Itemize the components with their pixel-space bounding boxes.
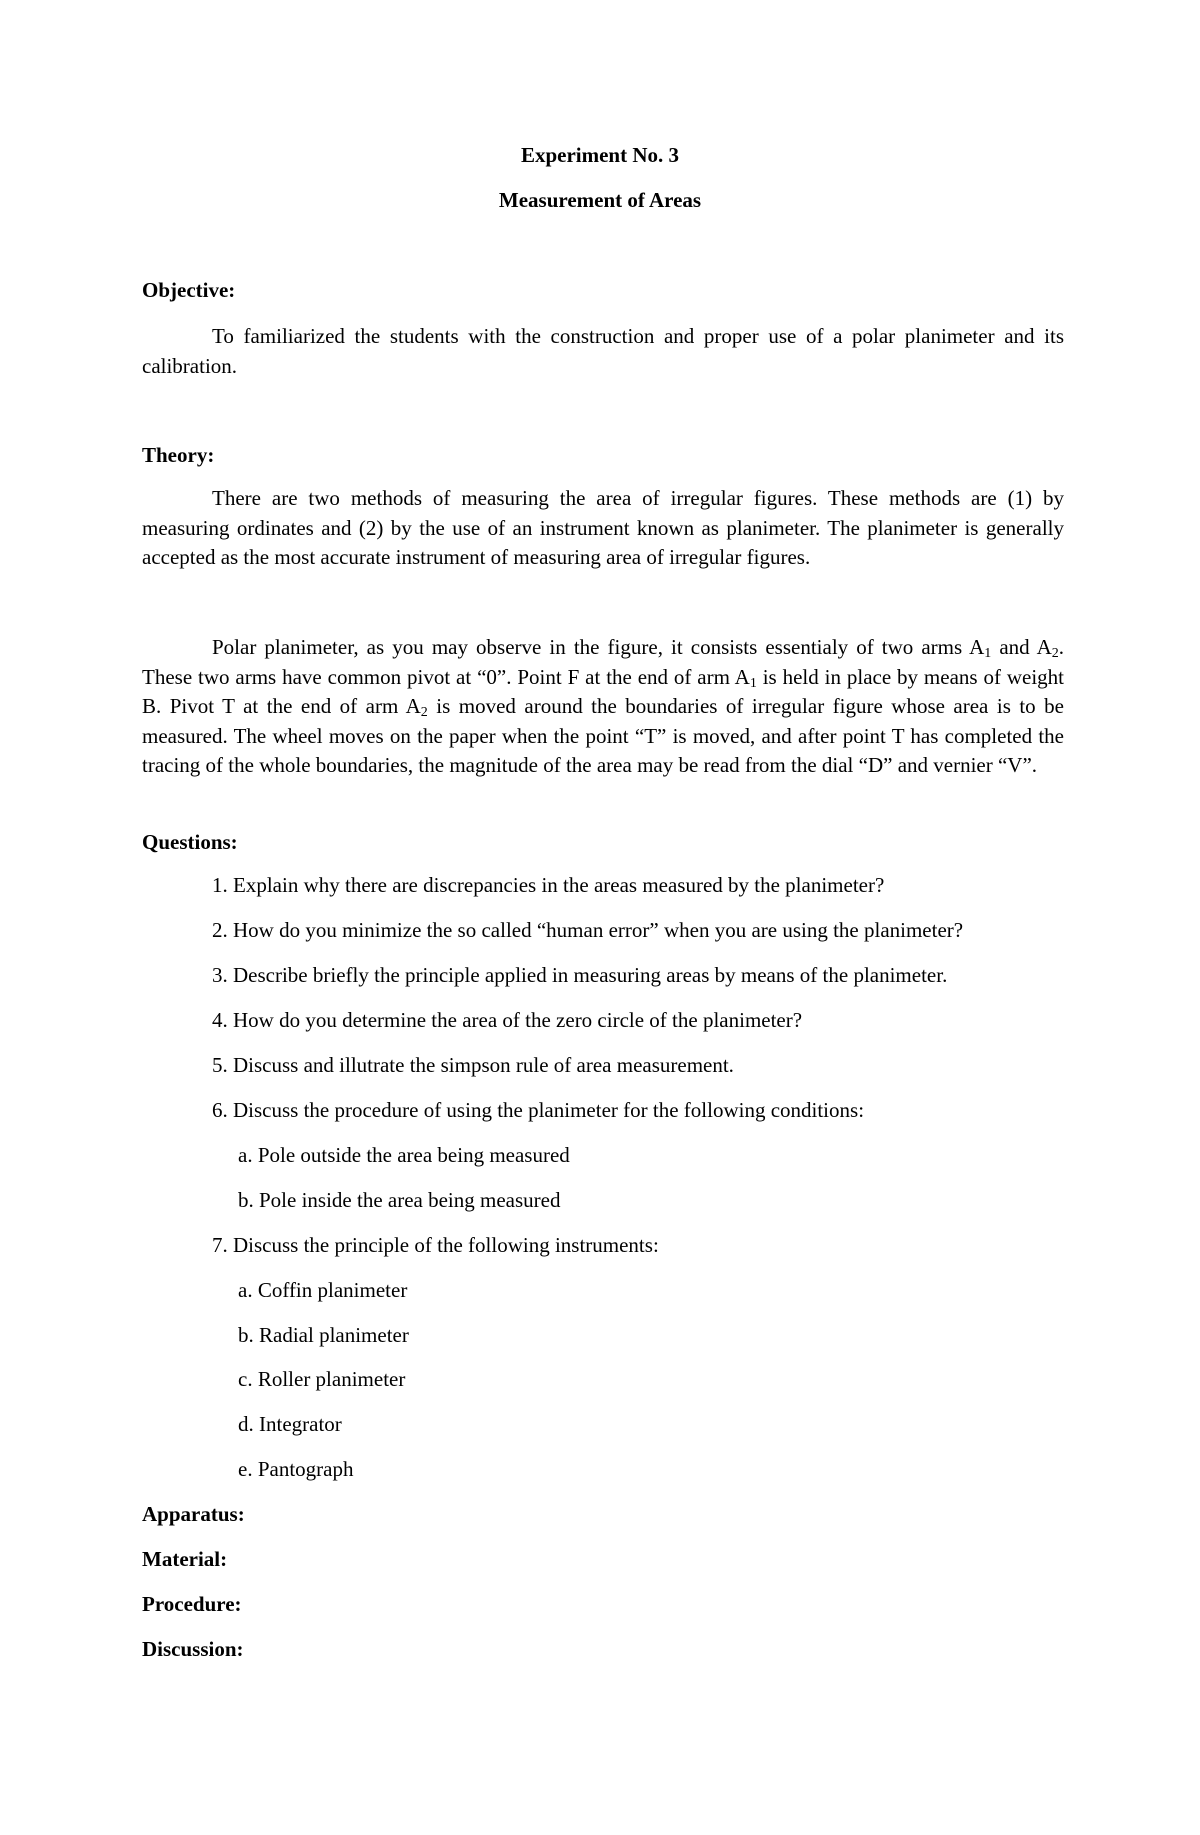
subscript: 1 bbox=[749, 675, 757, 691]
question-subitem: b. Pole inside the area being measured bbox=[238, 1188, 561, 1212]
objective-paragraph bbox=[142, 322, 1064, 381]
theory-paragraph-2 bbox=[142, 633, 1064, 781]
subscript: 2 bbox=[1051, 646, 1059, 661]
material-heading: Material: bbox=[142, 1547, 228, 1571]
subscript: 2 bbox=[420, 705, 428, 720]
theory-heading: Theory: bbox=[142, 443, 215, 467]
question-subitem: c. Roller planimeter bbox=[238, 1367, 406, 1391]
theory-p1-text: There are two methods of measuring the area of irregular figures. These methods are (1) by measuring ordinates and (2) by the use of an instrument known as planimeter. The planimeter is generally accepted as the most accurate instrument of measuring area of irregular figures. bbox=[142, 486, 1064, 569]
theory-p2-s5: is moved around the boundaries of irregular figure whose area is to be measured. The wheel moves on the paper when the point “T” is moved, and after point T has completed the tracing of the whole boundaries, the magnitude of the area may be read from the dial “D” and vernier “V”. bbox=[142, 694, 1064, 777]
theory-p2-s2: and A bbox=[991, 635, 1052, 659]
question-subitem: e. Pantograph bbox=[238, 1457, 354, 1481]
question-item: 4. How do you determine the area of the zero circle of the planimeter? bbox=[212, 1008, 803, 1032]
theory-p2-s4: is held in place by means of weight B. Pivot T at the end of arm A bbox=[142, 664, 1064, 718]
theory-paragraph-1 bbox=[142, 484, 1064, 573]
questions-heading: Questions: bbox=[142, 830, 238, 854]
experiment-title: Experiment No. 3 bbox=[520, 143, 680, 167]
question-item: 2. How do you minimize the so called “human error” when you are using the planimeter? bbox=[212, 918, 964, 942]
experiment-subtitle: Measurement of Areas bbox=[498, 188, 702, 212]
question-item: 6. Discuss the procedure of using the planimeter for the following conditions: bbox=[212, 1098, 865, 1122]
objective-text: To familiarized the students with the construction and proper use of a polar planimeter and its calibration. bbox=[142, 324, 1064, 378]
question-subitem: a. Coffin planimeter bbox=[238, 1278, 408, 1302]
question-item: 1. Explain why there are discrepancies in the areas measured by the planimeter? bbox=[212, 873, 885, 897]
question-item: 3. Describe briefly the principle applied in measuring areas by means of the planimeter. bbox=[212, 963, 948, 987]
objective-heading: Objective: bbox=[142, 278, 236, 302]
theory-p2-s3: . These two arms have common pivot at “0”. Point F at the end of arm A bbox=[142, 635, 1064, 689]
question-item: 5. Discuss and illutrate the simpson rule of area measurement. bbox=[212, 1053, 734, 1077]
question-subitem: a. Pole outside the area being measured bbox=[238, 1143, 570, 1167]
theory-p2-s1: Polar planimeter, as you may observe in the figure, it consists essentialy of two arms A bbox=[212, 635, 985, 659]
apparatus-heading: Apparatus: bbox=[142, 1502, 245, 1526]
question-item: 7. Discuss the principle of the following instruments: bbox=[212, 1233, 659, 1257]
discussion-heading: Discussion: bbox=[142, 1637, 244, 1661]
subscript: 1 bbox=[984, 646, 992, 661]
question-subitem: b. Radial planimeter bbox=[238, 1323, 409, 1347]
procedure-heading: Procedure: bbox=[142, 1592, 242, 1616]
question-subitem: d. Integrator bbox=[238, 1412, 342, 1436]
